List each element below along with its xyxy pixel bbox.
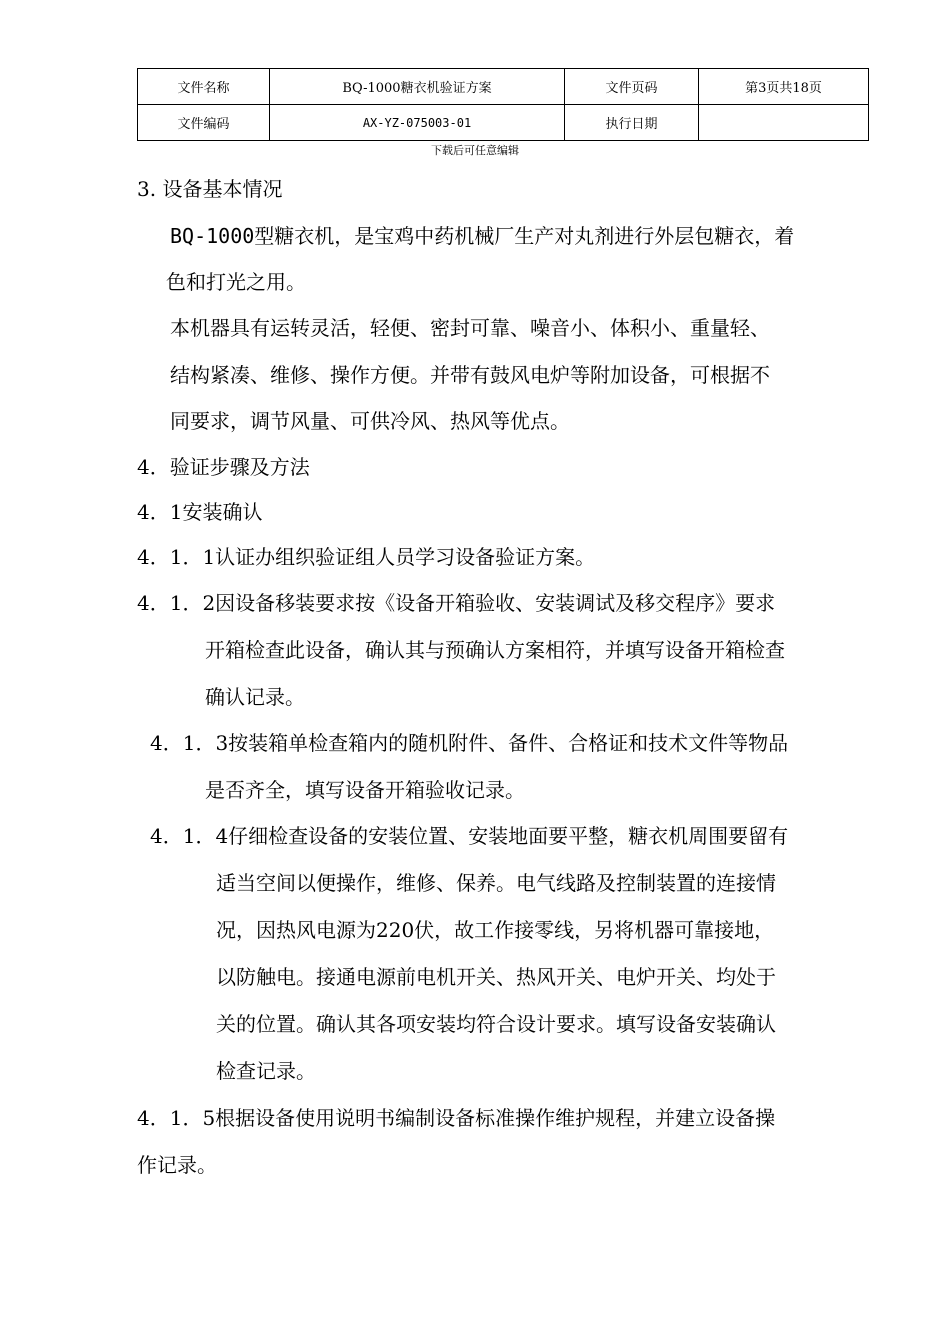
paragraph-text: 型糖衣机，是宝鸡中药机械厂生产对丸剂进行外层包糖衣，着: [254, 224, 795, 248]
page-value: 第3页共18页: [699, 69, 869, 105]
paragraph-line: 色和打光之用。: [166, 270, 306, 294]
page-label: 文件页码: [565, 69, 699, 105]
item-4-1-4: 4．1．4仔细检查设备的安装位置、安装地面要平整，糖衣机周围要留有: [150, 824, 789, 848]
document-header-table: [137, 68, 869, 141]
paragraph-line: [170, 222, 794, 250]
item-4-1-2-cont: 开箱检查此设备，确认其与预确认方案相符，并填写设备开箱检查: [205, 638, 785, 662]
edit-note: 下载后可任意编辑: [431, 144, 519, 157]
item-4-1-4-cont: 检查记录。: [216, 1059, 316, 1083]
paragraph-line: 本机器具有运转灵活，轻便、密封可靠、噪音小、体积小、重量轻、: [170, 316, 770, 340]
item-4-1-3-cont: 是否齐全，填写设备开箱验收记录。: [205, 778, 525, 802]
doc-code-label: 文件编码: [138, 105, 270, 141]
item-4-1-4-cont: 况，因热风电源为220伏，故工作接零线，另将机器可靠接地，: [216, 918, 775, 942]
paragraph-line: 同要求，调节风量、可供冷风、热风等优点。: [170, 409, 570, 433]
item-4-1-4-cont: 关的位置。确认其各项安装均符合设计要求。填写设备安装确认: [216, 1012, 776, 1036]
model-number: BQ-1000: [170, 224, 255, 248]
exec-date-label: 执行日期: [565, 105, 699, 141]
item-4-1-2: 4．1．2因设备移装要求按《设备开箱验收、安装调试及移交程序》要求: [137, 591, 776, 615]
header-row-1: [138, 69, 869, 105]
section-heading-4: 4．验证步骤及方法: [137, 455, 310, 479]
subsection-heading-4-1: 4．1安装确认: [137, 500, 263, 524]
item-4-1-2-cont: 确认记录。: [205, 685, 305, 709]
doc-name-value: BQ-1000糖衣机验证方案: [270, 69, 565, 105]
header-row-2: [138, 105, 869, 141]
item-4-1-4-cont: 适当空间以便操作，维修、保养。电气线路及控制装置的连接情: [216, 871, 776, 895]
doc-code-value: AX-YZ-075003-01: [270, 105, 565, 141]
doc-name-label: 文件名称: [138, 69, 270, 105]
exec-date-value: [699, 105, 869, 141]
item-4-1-1: 4．1．1认证办组织验证组人员学习设备验证方案。: [137, 545, 596, 569]
item-4-1-4-cont: 以防触电。接通电源前电机开关、热风开关、电炉开关、均处于: [216, 965, 776, 989]
paragraph-line: 结构紧凑、维修、操作方便。并带有鼓风电炉等附加设备，可根据不: [170, 363, 770, 387]
section-heading-3: 3. 设备基本情况: [137, 177, 283, 201]
item-4-1-5: 4．1．5根据设备使用说明书编制设备标准操作维护规程，并建立设备操: [137, 1106, 776, 1130]
item-4-1-3: 4．1．3按装箱单检查箱内的随机附件、备件、合格证和技术文件等物品: [150, 731, 789, 755]
item-4-1-5-cont: 作记录。: [137, 1153, 217, 1177]
